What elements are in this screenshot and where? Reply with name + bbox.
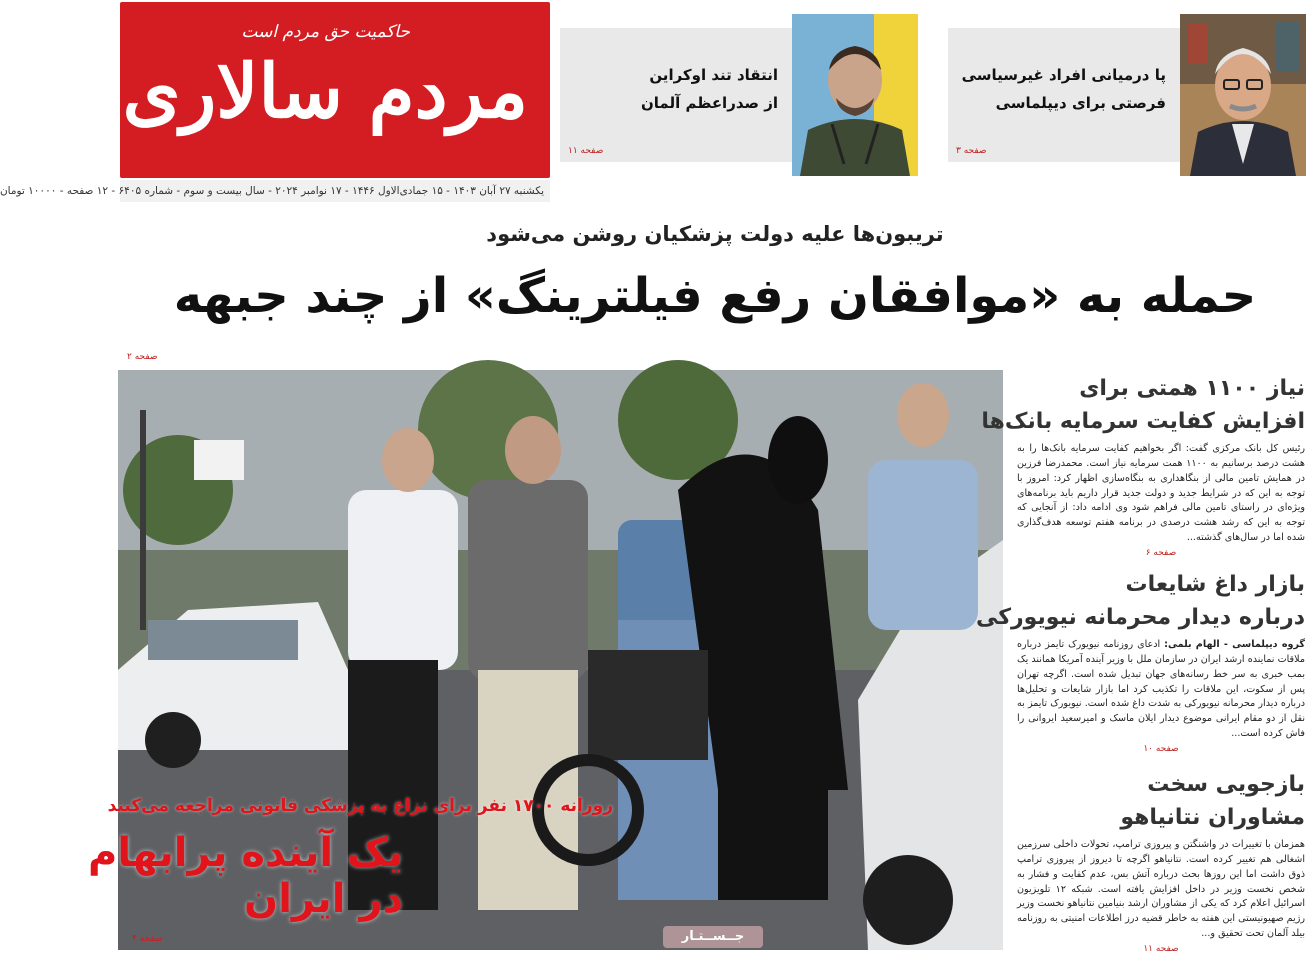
teaser-line-2: فرصتی برای دیپلماسی bbox=[995, 94, 1166, 112]
story-title-line-2: درباره دیدار محرمانه نیویورکی bbox=[975, 605, 1305, 630]
masthead-brand: مردم سالاری bbox=[122, 49, 528, 135]
teaser-line-1: پا درمیانی افراد غیرسیاسی bbox=[961, 66, 1166, 84]
story-body-text: رئیس کل بانک مرکزی گفت: اگر بخواهیم کفایت سرمایه بانک‌ها را به هشت درصد برسانیم به ۱۱۰۰ همت سرمایه نیاز است. محمدرضا فرزین در همایش تامین مالی از بنگاهداری به بنگاه‌سازی اظهار کرد: امروز با توجه به این که در شرایط جدید و دولت جدید قرار داریم باید برنامه‌های ویژه‌ای در راستای تامین مالی فراهم شود وی ادامه داد: از آنجایی که توجه به این که رشد هشت درصدی در برنامه هفتم توسعه هدف‌گذاری شده اما در سال‌های گذشته... bbox=[1017, 443, 1305, 544]
story-body bbox=[1017, 442, 1305, 546]
lead-headline[interactable]: حمله به «موافقان رفع فیلترینگ» از چند جبهه bbox=[173, 268, 1257, 324]
story-page: صفحه ۶ bbox=[1145, 548, 1177, 559]
street-fight-photo bbox=[88, 370, 1003, 950]
story-page: صفحه ۱۰ bbox=[1143, 744, 1179, 755]
teaser-line-2: از صدراعظم آلمان bbox=[640, 94, 778, 112]
story-title-line-1: بازار داغ شایعات bbox=[1125, 572, 1305, 597]
story-title-line-2: افزایش کفایت سرمایه بانک‌ها bbox=[981, 409, 1305, 434]
teaser-page: صفحه ۱۱ bbox=[568, 146, 604, 156]
story-title-line-1: نیاز ۱۱۰۰ همتی برای bbox=[1079, 376, 1305, 401]
story-body-text: همزمان با تغییرات در واشنگتن و پیروزی ترامپ، تحولات داخلی سرزمین اشغالی هم تغییر کرده است. نتانیاهو اگرچه تا دیروز از پیروزی ترامپ ذوق داشت اما این روزها بحث درباره آتش بس، عدم کفایت و فشار به شخص نخست وزیر در داخل افزایش یافته است. شبکه ۱۲ تلویزیون اسرائیل اعلام کرد که یکی از مشاوران ارشد بنیامین نتانیاهو نخست وزیر رژیم صهیونیستی این هفته به خاطر قضیه درز اطلاعات امنیتی به روزنامه بیلد آلمان تحت تحقیق و... bbox=[1017, 839, 1305, 940]
teaser-ukraine[interactable] bbox=[560, 28, 918, 162]
lead-surtitle: تریبون‌ها علیه دولت پزشکیان روشن می‌شود bbox=[486, 222, 944, 246]
dateline: یکشنبه ۲۷ آبان ۱۴۰۳ - ۱۵ جمادی‌الاول ۱۴۴۶ - ۱۷ نوامبر ۲۰۲۴ - سال بیست و سوم - شماره ۶۴۰۵ - ۱۲ صفحه - ۱۰۰۰۰ تومان bbox=[120, 180, 550, 202]
story-byline: گروه دیپلماسی - الهام بلمی: bbox=[1164, 639, 1305, 650]
story-new-york-meeting[interactable] bbox=[975, 568, 1305, 755]
story-bank-capital[interactable] bbox=[981, 372, 1305, 559]
masthead-logo bbox=[120, 2, 550, 178]
portrait-man-microphones-icon bbox=[792, 14, 918, 176]
story-body bbox=[1017, 638, 1305, 742]
story-page: صفحه ۱۱ bbox=[1143, 944, 1179, 955]
teaser-diplomacy[interactable] bbox=[948, 28, 1306, 162]
story-body-text: ادعای روزنامه نیویورک تایمز درباره ملاقات نماینده ارشد ایران در سازمان ملل با وزیر آینده آمریکا همانند یک بمب خبری به سر خط رسانه‌های جهان تبدیل شده است. اگرچه تهران پس از سکوت، این ملاقات را تکذیب کرد اما بازار شایعات و تحلیل‌ها درباره دیدار محرمانه نیویورکی به شدت داغ شده است. نیویورک تایمز به نقل از دو مقام ایرانی موضوع دیدار ایلان ماسک و امیرسعید ایروانی را فاش کرده است... bbox=[1017, 639, 1305, 740]
story-title-line-1: بازجویی سخت bbox=[1147, 772, 1305, 797]
masthead-slogan: حاکمیت حق مردم است bbox=[241, 22, 410, 42]
teaser-page: صفحه ۳ bbox=[956, 146, 987, 156]
story-netanyahu-advisors[interactable] bbox=[1017, 768, 1305, 954]
story-body bbox=[1017, 838, 1305, 942]
portrait-man-glasses-icon bbox=[1180, 14, 1306, 176]
photo-kicker: روزانه ۱۷۰۰ نفر برای نزاع به پزشکی قانونی مراجعه می‌کنند bbox=[107, 796, 613, 816]
lead-page: صفحه ۲ bbox=[127, 352, 158, 362]
teaser-line-1: انتقاد تند اوکراین bbox=[649, 66, 778, 84]
photo-title-line-1[interactable]: یک آینده پرابهام bbox=[88, 830, 403, 876]
story-title-line-2: مشاوران نتانیاهو bbox=[1120, 805, 1305, 830]
watermark: جــســتـار bbox=[663, 926, 763, 948]
photo-page: صفحه ۴ bbox=[132, 934, 163, 944]
photo-title-line-2[interactable]: در ایران bbox=[244, 876, 403, 922]
